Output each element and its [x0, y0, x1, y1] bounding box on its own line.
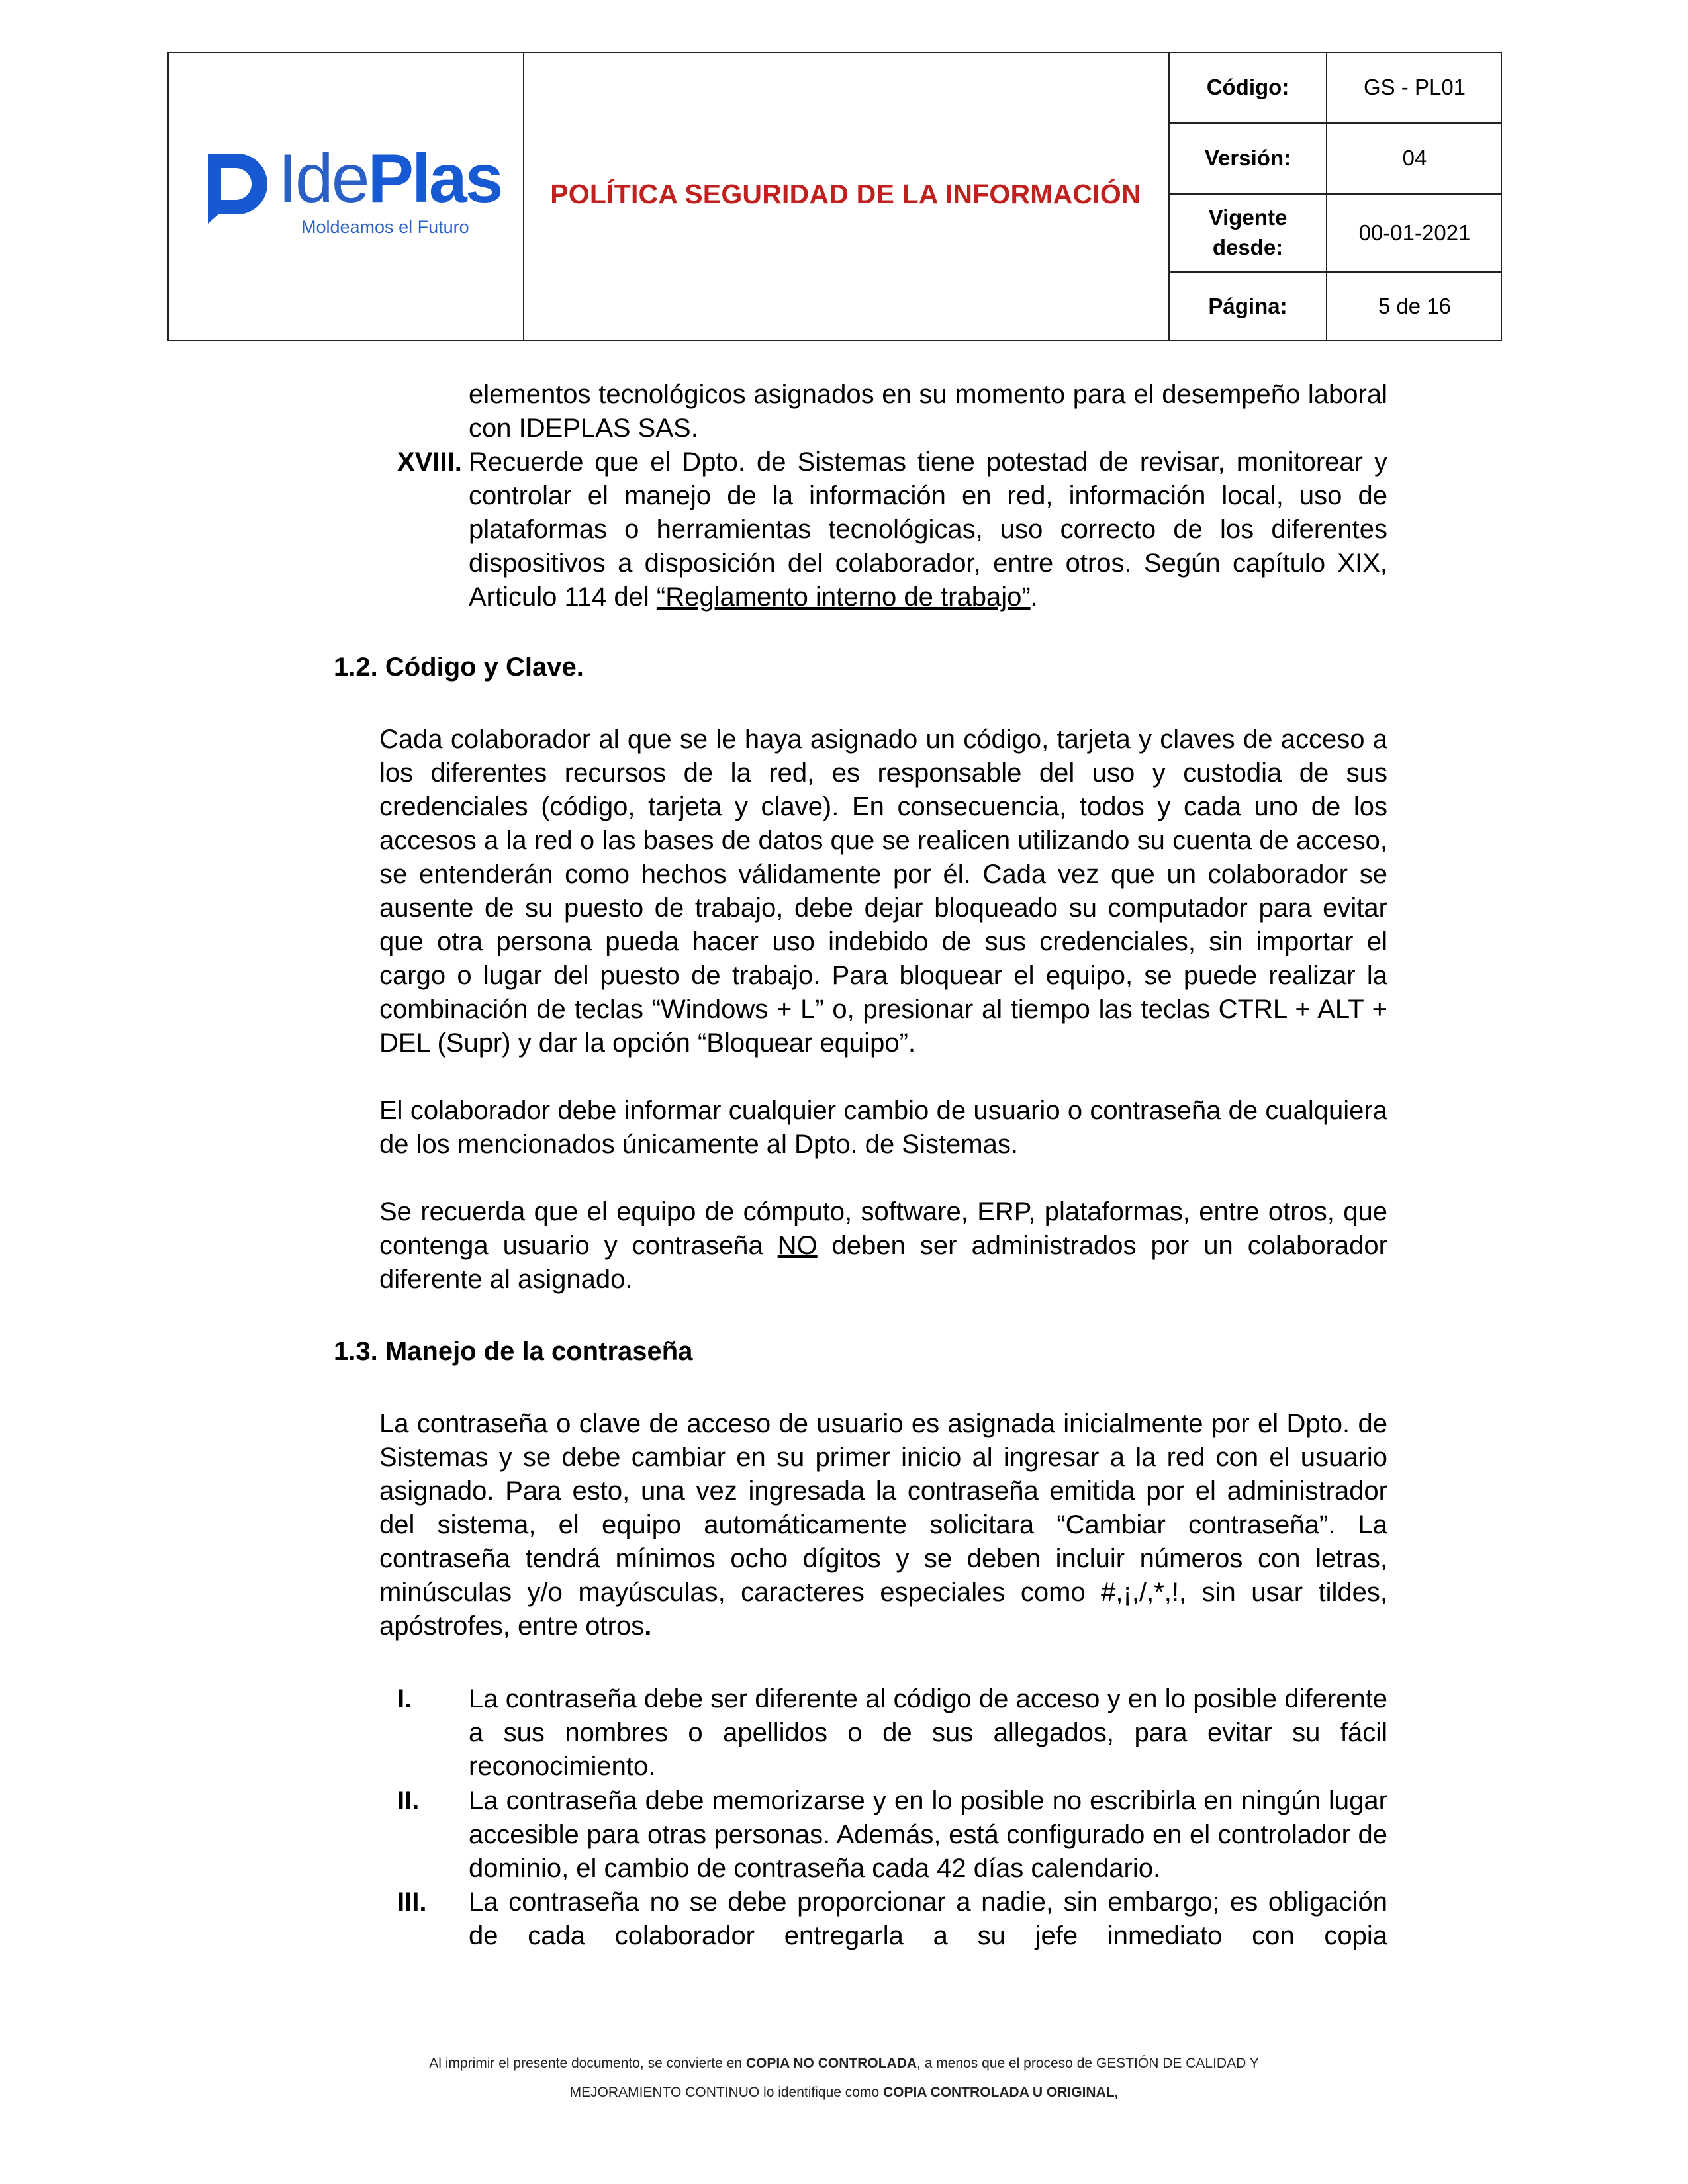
item-xviii-text — [469, 445, 1387, 614]
footer-text: Al imprimir el presente documento, se convierte en — [429, 2056, 746, 2071]
logo-wordmark: IdePlas — [278, 140, 502, 217]
item-numeral: XVIII. — [397, 447, 462, 477]
section-1-3-paragraph-1 — [379, 1407, 1387, 1643]
version-value: 04 — [1402, 146, 1427, 171]
paragraph-text: La contraseña o clave de acceso de usuario es asignada inicialmente por el Dpto. de Sistemas y se debe cambiar en su primer inicio al ingresar a la red con el usuario asignado. Para esto, una vez ingresada la contraseña emitida por el administrador del sistema, el equipo automáticamente solicitara “Cambiar contraseña”. La contraseña tendrá mínimos ocho dígitos y se deben incluir números con letras, minúsculas y/o mayúsculas, caracteres especiales como #,¡,/,*,!, sin usar tildes, apóstrofes, entre otros — [379, 1409, 1387, 1641]
paragraph-text: Se recuerda que el equipo de cómputo, software, ERP, plataformas, entre otros, que contenga usuario y contraseña — [379, 1197, 1387, 1260]
document-title: POLÍTICA SEGURIDAD DE LA INFORMACIÓN — [550, 179, 1141, 209]
no-emphasis: NO — [777, 1231, 818, 1260]
page-value: 5 de 16 — [1378, 294, 1452, 319]
section-1-2-paragraph-2: El colaborador debe informar cualquier cambio de usuario o contraseña de cualquiera de los mencionados únicamente al Dpto. de Sistemas. — [379, 1096, 1387, 1159]
footer-line — [0, 2085, 1688, 2101]
footer-emphasis: COPIA NO CONTROLADA — [745, 2056, 917, 2071]
footer-emphasis: COPIA CONTROLADA U ORIGINAL, — [882, 2085, 1119, 2100]
section-1-2-paragraph-1: Cada colaborador al que se le haya asignado un código, tarjeta y claves de acceso a los diferentes recursos de la red, es responsable del uso y custodia de sus credenciales (código, tarjeta y clave). En consecuencia, todos y cada uno de los accesos a la red o las bases de datos que se realicen utilizando su cuenta de acceso, se entenderán como hechos válidamente por él. Cada vez que un colaborador se ausente de su puesto de trabajo, debe dejar bloqueado su computador para evitar que otra persona pueda hacer uso indebido de sus credenciales, sin importar el cargo o lugar del puesto de trabajo. Para bloquear el equipo, se puede realizar la combinación de teclas “Windows + L” o, presionar al tiempo las teclas CTRL + ALT + DEL (Supr) y dar la opción “Bloquear equipo”. — [379, 725, 1387, 1058]
item-text: La contraseña debe ser diferente al código de acceso y en lo posible diferente a sus nombres o apellidos o de sus allegados, para evitar su fácil reconocimiento. — [469, 1684, 1387, 1781]
item-numeral: I. — [397, 1684, 412, 1713]
item-text: La contraseña no se debe proporcionar a nadie, sin embargo; es obligación de cada colaborador entregarla a su jefe inmediato con copia — [469, 1888, 1387, 1950]
section-heading: 1.2. Código y Clave. — [334, 653, 584, 682]
paragraph-text: deben ser administrados por un colaborador diferente al asignado. — [379, 1231, 1387, 1294]
valid-from-label: Vigente desde: — [1208, 205, 1288, 259]
continuation-paragraph: elementos tecnológicos asignados en su momento para el desempeño laboral con IDEPLAS SAS. — [469, 380, 1387, 443]
footer-text: , a menos que el proceso de GESTIÓN DE CALIDAD Y — [917, 2056, 1259, 2071]
section-1-2-paragraph-3 — [379, 1195, 1387, 1297]
reglamento-link[interactable]: “Reglamento interno de trabajo” — [656, 582, 1031, 612]
code-value: GS - PL01 — [1363, 75, 1466, 100]
item-numeral: II. — [397, 1786, 420, 1815]
paragraph-end: . — [644, 1612, 652, 1641]
company-logo — [199, 140, 502, 238]
code-label: Código: — [1206, 75, 1289, 100]
item-numeral: III. — [397, 1888, 427, 1917]
section-heading: 1.3. Manejo de la contraseña — [334, 1337, 693, 1366]
footer-text: MEJORAMIENTO CONTINUO lo identifique como — [569, 2085, 883, 2100]
logo-tagline: Moldeamos el Futuro — [301, 217, 469, 237]
logo-mark-icon — [199, 148, 271, 226]
version-label: Versión: — [1204, 146, 1291, 171]
footer-line — [0, 2056, 1688, 2071]
document-header-table — [167, 52, 1502, 341]
item-text: Recuerde que el Dpto. de Sistemas tiene potestad de revisar, monitorear y controlar el manejo de la información en red, información local, uso de plataformas o herramientas tecnológicas, uso correcto de los diferentes dispositivos a disposición del colaborador, entre otros. Según capítulo XIX, Articulo 114 del — [469, 447, 1387, 612]
item-end: . — [1030, 582, 1038, 612]
page-label: Página: — [1208, 294, 1288, 319]
valid-from-value: 00-01-2021 — [1358, 220, 1471, 245]
item-text: La contraseña debe memorizarse y en lo posible no escribirla en ningún lugar accesible para otras personas. Además, está configurado en el controlador de dominio, el cambio de contraseña cada 42 días calendario. — [469, 1786, 1387, 1883]
